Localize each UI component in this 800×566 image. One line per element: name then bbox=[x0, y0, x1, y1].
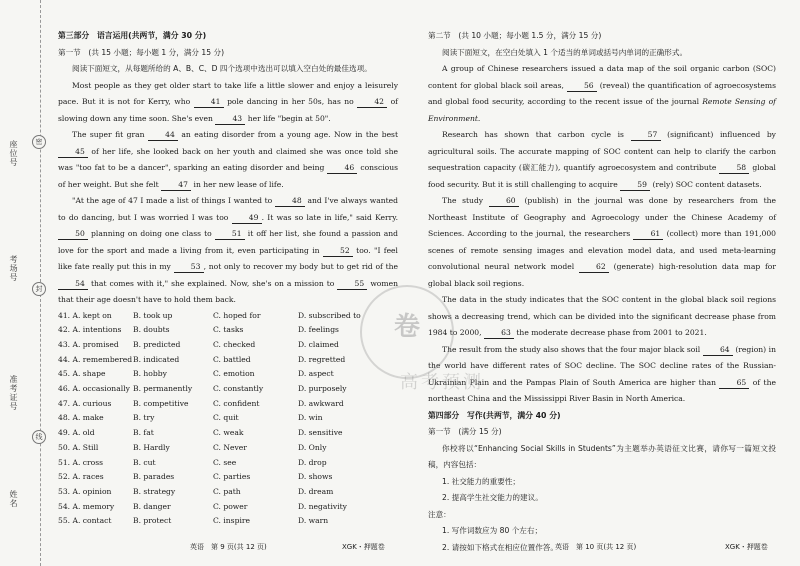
left-column bbox=[58, 28, 398, 529]
seal-circle-feng: 封 bbox=[32, 282, 46, 296]
option-48-d: D. win bbox=[298, 413, 323, 423]
option-46-d: D. purposely bbox=[298, 384, 347, 394]
blank-58: 58 bbox=[719, 163, 749, 174]
option-54-b: B. danger bbox=[133, 501, 171, 511]
blank-44: 44 bbox=[148, 130, 178, 141]
watermark-logo: 卷 bbox=[360, 285, 454, 379]
grammar-paragraph-3: The study 60 (publish) in the journal was done by researchers from the Northeast Institute of Geography and Agroecology under the Chinese Academy of Sciences. According to the journal, the researchers 61 (collect) more than 191,000 scenes of remote sensing images and elevation model data, and used meta-learning convolutional neural network model 62 (generate) high-resolution data map for global black soil regions. bbox=[428, 196, 777, 288]
option-42-a: 42. A. intentions bbox=[58, 325, 122, 335]
left-footer-page: 英语 第 9 页(共 12 页) bbox=[190, 543, 267, 551]
blank-60: 60 bbox=[489, 196, 519, 207]
option-45-a: 45. A. shape bbox=[58, 369, 106, 379]
option-47-b: B. competitive bbox=[133, 398, 189, 408]
note-1: 1. 写作词数应为 80 个左右； bbox=[442, 526, 543, 535]
option-46-b: B. permanently bbox=[133, 384, 193, 394]
grammar-paragraph-5: The result from the study also shows that the four major black soil 64 (region) in the world have different rates of SOC decline. The SOC decline rates of the Russian-Ukrainian Plain and the Pampas Plain of South America are higher than 65 of the northeast China and the Mississippi River Basin in North America. bbox=[428, 344, 776, 403]
option-41-b: B. took up bbox=[133, 310, 173, 320]
watermark-text: 高考预测 bbox=[400, 372, 484, 393]
option-46-a: 46. A. occasionally bbox=[58, 384, 130, 394]
seal-circle-xian: 线 bbox=[32, 430, 46, 444]
option-51-d: D. drop bbox=[298, 457, 327, 467]
option-55-d: D. warn bbox=[298, 516, 329, 526]
grammar-paragraph-1: A group of Chinese researchers issued a data map of the soil organic carbon (SOC) content for global black soil areas, 56 (reveal) the quantification of agroecosystems and global food security, according to the recent issue of the journal Remote Sensing of Environment. bbox=[428, 64, 776, 123]
journal-name: Remote Sensing of Environment bbox=[428, 97, 776, 123]
blank-65: 65 bbox=[719, 378, 749, 389]
part4-title: 第四部分 写作(共两节，满分 40 分) bbox=[428, 410, 561, 420]
left-footer-code: XGK・押题卷 bbox=[342, 543, 385, 551]
option-55-c: C. inspire bbox=[213, 516, 250, 526]
option-47-a: 47. A. curious bbox=[58, 398, 112, 408]
cloze-instructions: 阅读下面短文，从每题所给的 A、B、C、D 四个选项中选出可以填入空白处的最佳选项。 bbox=[72, 64, 372, 73]
option-46-c: C. constantly bbox=[213, 384, 264, 394]
blank-52: 52 bbox=[323, 246, 353, 257]
option-49-d: D. sensitive bbox=[298, 428, 343, 438]
blank-64: 64 bbox=[703, 345, 733, 356]
option-53-d: D. dream bbox=[298, 486, 334, 496]
blank-61: 61 bbox=[633, 229, 663, 240]
ticket-number-label: 准考证号 bbox=[9, 375, 18, 411]
option-48-b: B. try bbox=[133, 413, 155, 423]
section2-title: 第二节 (共 10 小题；每小题 1.5 分，满分 15 分) bbox=[428, 31, 602, 40]
cloze-paragraph-2: The super fit gran 44 an eating disorder from a young age. Now in the best 45 of her life, she looked back on her youth and claimed she was once told she was "too fat to be a dancer", sparking an eating disorder and being 46 conscious of her weight. But she felt 47 in her new lease of life. bbox=[58, 130, 399, 189]
blank-46: 46 bbox=[327, 163, 357, 174]
option-52-d: D. shows bbox=[298, 472, 333, 482]
blank-57: 57 bbox=[631, 130, 661, 141]
blank-63: 63 bbox=[484, 328, 514, 339]
option-43-a: 43. A. promised bbox=[58, 339, 119, 349]
option-47-c: C. confident bbox=[213, 398, 260, 408]
option-49-c: C. weak bbox=[213, 428, 244, 438]
option-52-a: 52. A. races bbox=[58, 472, 104, 482]
option-42-d: D. feelings bbox=[298, 325, 339, 335]
note-2: 2. 请按如下格式在相应位置作答。 bbox=[442, 542, 558, 552]
answer-options-grid bbox=[58, 309, 398, 530]
option-50-b: B. Hardly bbox=[133, 442, 170, 452]
option-54-a: 54. A. memory bbox=[58, 501, 115, 511]
right-footer-code: XGK・押题卷 bbox=[725, 543, 768, 551]
option-41-a: 41. A. kept on bbox=[58, 310, 112, 320]
blank-50: 50 bbox=[58, 229, 88, 240]
writing-instructions: 你校将以“Enhancing Social Skills in Students”为主题举办英语征文比赛，请你写一篇短文投稿，内容包括： bbox=[428, 443, 776, 469]
option-43-b: B. predicted bbox=[133, 339, 181, 349]
option-51-c: C. see bbox=[213, 457, 237, 467]
part3-title: 第三部分 语言运用(共两节，满分 30 分) bbox=[58, 31, 207, 40]
option-55-a: 55. A. contact bbox=[58, 516, 112, 526]
blank-45: 45 bbox=[58, 147, 88, 158]
exam-room-label: 考场号 bbox=[9, 255, 18, 282]
option-49-a: 49. A. old bbox=[58, 428, 95, 438]
cloze-paragraph-1: Most people as they get older start to take life a little slower and enjoy a leisurely pace. But it is not for Kerry, who 41 pole dancing in her 50s, has no 42 of slowing down any time soon. She's even 43 her life "begin at 50". bbox=[58, 80, 398, 123]
blank-51: 51 bbox=[215, 229, 245, 240]
option-50-a: 50. A. Still bbox=[58, 442, 99, 452]
option-51-a: 51. A. cross bbox=[58, 457, 104, 467]
right-footer-page: 英语 第 10 页(共 12 页) bbox=[555, 543, 637, 551]
option-53-c: C. path bbox=[213, 486, 241, 496]
option-41-d: D. subscribed to bbox=[298, 310, 361, 320]
option-48-a: 48. A. make bbox=[58, 413, 104, 423]
blank-49: 49 bbox=[232, 213, 262, 224]
option-45-c: C. emotion bbox=[213, 369, 255, 379]
option-51-b: B. cut bbox=[133, 457, 156, 467]
option-45-b: B. hobby bbox=[133, 369, 167, 379]
option-55-b: B. protect bbox=[133, 516, 172, 526]
grammar-instructions: 阅读下面短文，在空白处填入 1 个适当的单词或括号内单词的正确形式。 bbox=[442, 47, 688, 57]
option-42-b: B. doubts bbox=[133, 325, 170, 335]
blank-54: 54 bbox=[58, 279, 88, 290]
option-44-a: 44. A. remembered bbox=[58, 354, 133, 364]
option-50-d: D. Only bbox=[298, 442, 327, 452]
option-53-b: B. strategy bbox=[133, 486, 176, 496]
blank-53: 53 bbox=[174, 262, 204, 273]
writing-point-2: 2. 提高学生社交能力的建议。 bbox=[442, 493, 543, 502]
section1-title: 第一节 (共 15 小题；每小题 1 分，满分 15 分) bbox=[58, 47, 225, 57]
blank-42: 42 bbox=[357, 97, 387, 108]
option-54-d: D. negativity bbox=[298, 501, 347, 511]
option-42-c: C. tasks bbox=[213, 325, 244, 335]
blank-48: 48 bbox=[275, 196, 305, 207]
blank-47: 47 bbox=[161, 180, 191, 191]
option-47-d: D. awkward bbox=[298, 398, 344, 408]
note-heading: 注意： bbox=[428, 509, 451, 519]
blank-55: 55 bbox=[337, 279, 367, 290]
blank-59: 59 bbox=[620, 180, 650, 191]
seat-number-label: 座位号 bbox=[9, 140, 18, 167]
seal-circle-mi: 密 bbox=[32, 135, 46, 149]
option-52-b: B. parades bbox=[133, 472, 175, 482]
binding-gutter bbox=[0, 0, 41, 566]
writing-point-1: 1. 社交能力的重要性； bbox=[442, 476, 521, 486]
blank-43: 43 bbox=[215, 114, 245, 125]
option-41-c: C. hoped for bbox=[213, 310, 261, 320]
option-45-d: D. aspect bbox=[298, 369, 334, 379]
option-50-c: C. Never bbox=[213, 442, 247, 452]
blank-62: 62 bbox=[579, 262, 609, 273]
name-label: 姓名 bbox=[9, 490, 18, 508]
option-54-c: C. power bbox=[213, 501, 248, 511]
option-44-d: D. regretted bbox=[298, 354, 346, 364]
option-52-c: C. parties bbox=[213, 472, 251, 482]
right-column bbox=[428, 28, 776, 556]
option-43-d: D. claimed bbox=[298, 339, 339, 349]
blank-56: 56 bbox=[567, 81, 597, 92]
writing-section1-title: 第一节 (满分 15 分) bbox=[428, 427, 502, 436]
grammar-paragraph-4: The data in the study indicates that the SOC content in the global black soil regions shows a decreasing trend, which can be divided into the significant decrease phase from 1984 to 2000, 63 the moderate decrease phase from 2001 to 2021. bbox=[428, 295, 776, 337]
option-49-b: B. fat bbox=[133, 428, 154, 438]
cloze-paragraph-3: "At the age of 47 I made a list of things I wanted to 48 and I've always wanted to do dancing, but I was worried I was too 49 . It was so late in life," said Kerry. 50 planning on doing one class to 51 it off her list, she found a passion and love for the sport and made a living from it, even participating in 52 too. "I feel like fate really put this in my 53 , not only to recover my body but to get rid of the 54 that comes with it," she explained. Now, she's on a mission to 55 women that their age doesn't have to hold them back. bbox=[58, 196, 399, 304]
option-44-b: B. indicated bbox=[133, 354, 180, 364]
option-43-c: C. checked bbox=[213, 339, 256, 349]
blank-41: 41 bbox=[194, 97, 224, 108]
grammar-paragraph-2: Research has shown that carbon cycle is 57 (significant) influenced by agricultural soils. The accurate mapping of SOC content can help to clarify the carbon sequestration capacity (碳汇能力), quantify agroecosystem and contribute 58 global food security. But it is still challenging to acquire 59 (rely) SOC content datasets. bbox=[428, 130, 776, 189]
option-48-c: C. quit bbox=[213, 413, 239, 423]
option-53-a: 53. A. opinion bbox=[58, 486, 112, 496]
option-44-c: C. battled bbox=[213, 354, 251, 364]
